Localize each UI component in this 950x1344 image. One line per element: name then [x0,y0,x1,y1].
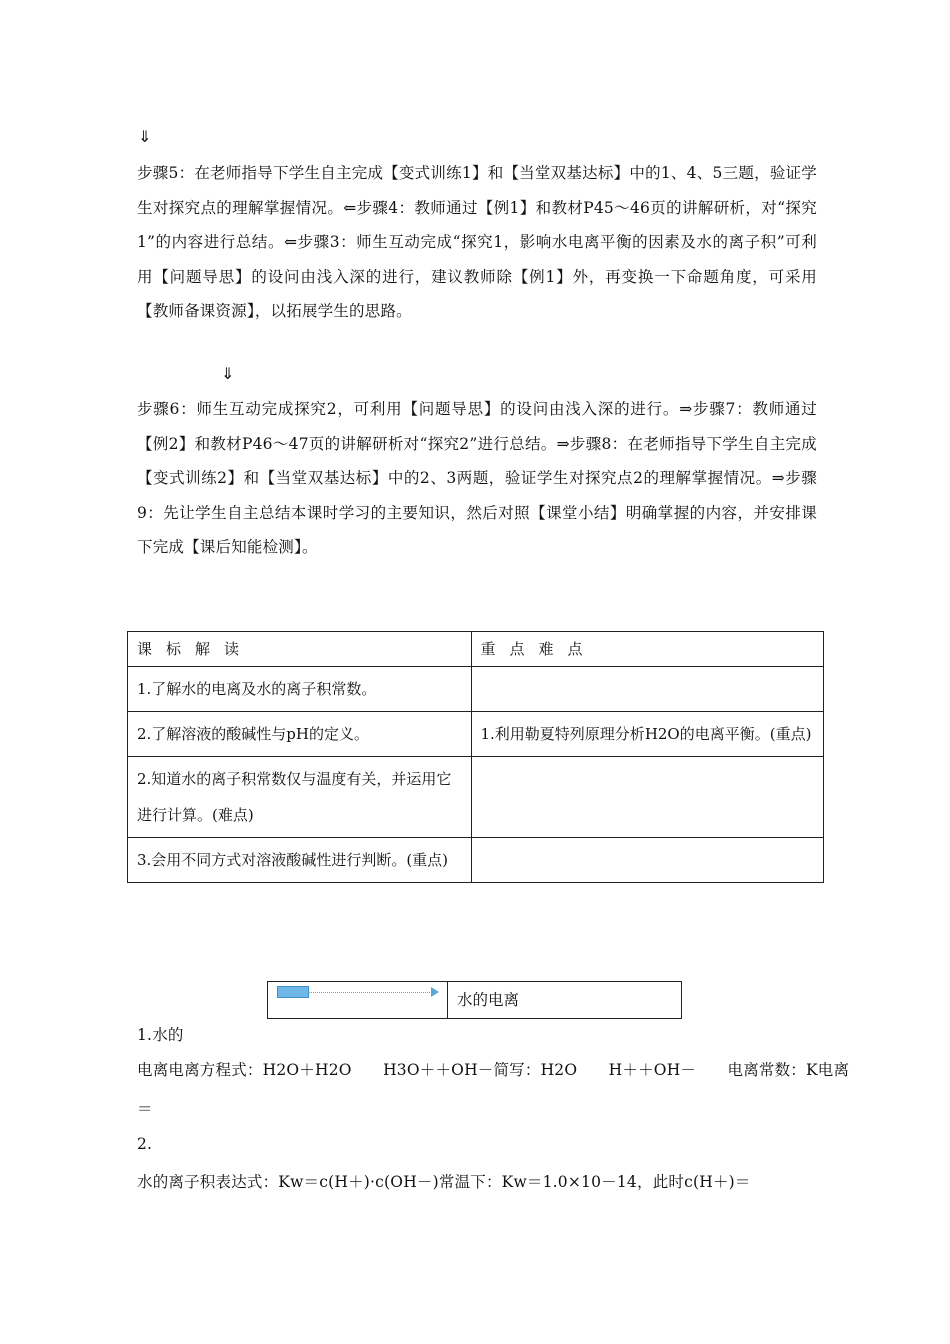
header-curriculum-interpretation: 课标解读 [128,632,472,667]
header-key-difficult-points: 重点难点 [471,632,824,667]
text-line: 1.水的 [137,1026,184,1044]
table-cell: 1.利用勒夏特列原理分析H2O的电离平衡。(重点) [471,712,824,757]
dotted-line [308,992,436,993]
steps-paragraph-1: 步骤5：在老师指导下学生自主完成【变式训练1】和【当堂双基达标】中的1、4、5三题，验证学生对探究点的理解掌握情况。⇐步骤4：教师通过【例1】和教材P45～46页的讲解研析，对“探究1”的内容进行总结。⇐步骤3：师生互动完成“探究1，影响水电离平衡的因素及水的离子积”可利用【问题导思】的设问由浅入深的进行，建议教师除【例1】外，再变换一下命题角度，可采用【教师备课资源】，以拓展学生的思路。 [137,164,817,320]
objectives-table [127,631,824,883]
section-tag-icon [277,986,309,998]
table-row [128,838,824,883]
down-arrow: ⇓ [221,364,235,383]
section-header-box [267,981,682,1019]
text-line: 水的离子积表达式：Kw＝c(H＋)·c(OH－)常温下：Kw＝1.0×10－14，此时c(H＋)＝ [137,1173,751,1191]
table-row [128,757,824,838]
table-cell [471,838,824,883]
table-cell [471,667,824,712]
table-row [128,667,824,712]
table-header-row [128,632,824,667]
down-arrow: ⇓ [138,127,152,146]
divider [447,982,448,1018]
arrow-right-icon [431,987,439,997]
table-cell [471,757,824,838]
table-cell: 2.了解溶液的酸碱性与pH的定义。 [128,712,472,757]
table-cell: 1.了解水的电离及水的离子积常数。 [128,667,472,712]
text-line: ＝ [137,1100,153,1118]
table-cell: 3.会用不同方式对溶液酸碱性进行判断。(重点) [128,838,472,883]
text-line: 2. [137,1135,153,1153]
table-cell: 2.知道水的离子积常数仅与温度有关，并运用它进行计算。(难点) [128,757,472,838]
table-row [128,712,824,757]
steps-paragraph-2: 步骤6：师生互动完成探究2，可利用【问题导思】的设问由浅入深的进行。⇒步骤7：教师通过【例2】和教材P46～47页的讲解研析对“探究2”进行总结。⇒步骤8：在老师指导下学生自主完成【变式训练2】和【当堂双基达标】中的2、3两题，验证学生对探究点2的理解掌握情况。⇒步骤9：先让学生自主总结本课时学习的主要知识，然后对照【课堂小结】明确掌握的内容，并安排课下完成【课后知能检测】。 [137,400,817,556]
text-line: 电离电离方程式：H2O＋H2O H3O＋＋OH－简写：H2O H＋＋OH－ 电离常数：K电离 [137,1061,850,1079]
section-title: 水的电离 [457,991,520,1009]
